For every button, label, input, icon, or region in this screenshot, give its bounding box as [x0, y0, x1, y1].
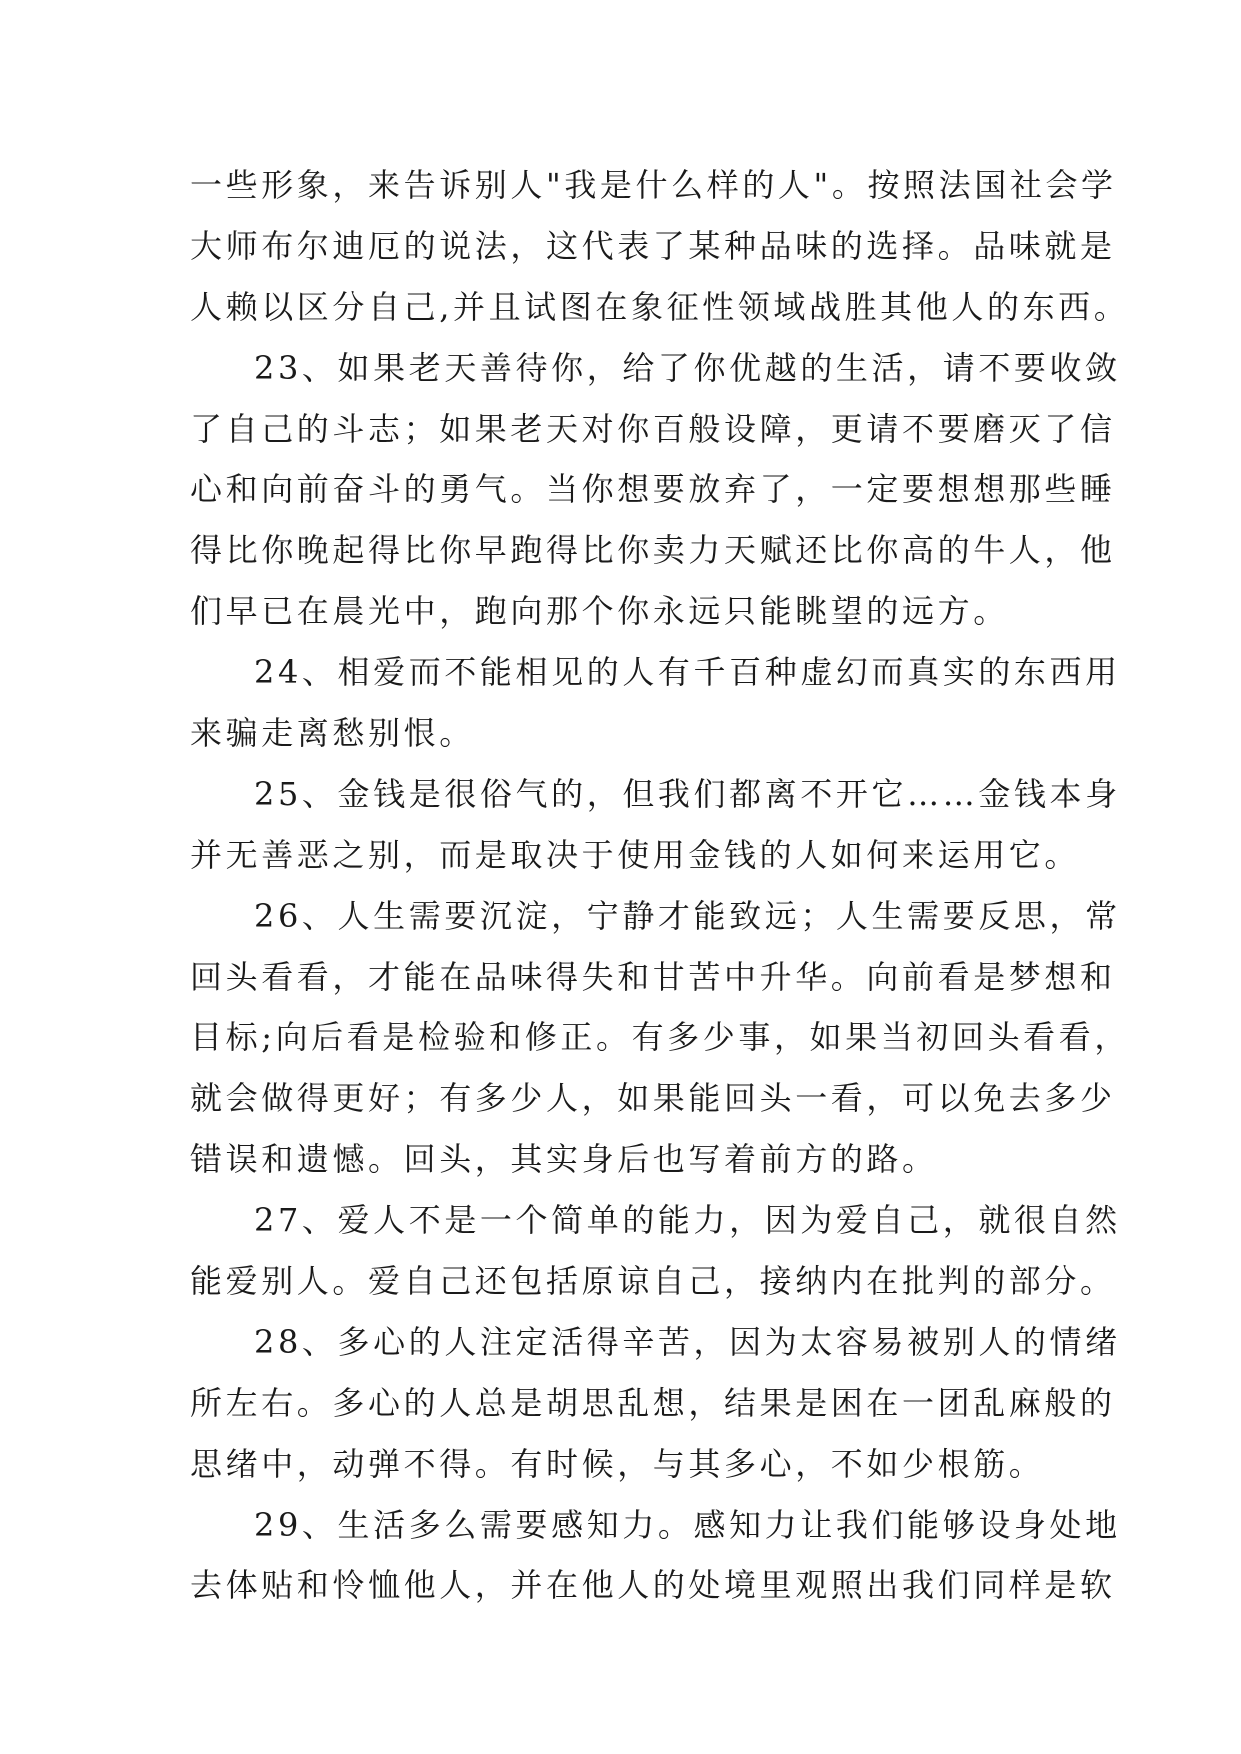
text-line: 一些形象，来告诉别人"我是什么样的人"。按照法国社会学 [190, 166, 1117, 204]
text-line: 23、如果老天善待你，给了你优越的生活，请不要收敛 [254, 348, 1121, 387]
text-line: 回头看看，才能在品味得失和甘苦中升华。向前看是梦想和 [190, 957, 1116, 996]
text-line: 并无善恶之别，而是取决于使用金钱的人如何来运用它。 [190, 835, 1081, 874]
text-line: 人赖以区分自己,并且试图在象征性领域战胜其他人的东西。 [190, 287, 1130, 326]
text-line: 大师布尔迪厄的说法，这代表了某种品味的选择。品味就是 [190, 226, 1116, 265]
text-line: 27、爱人不是一个简单的能力，因为爱自己，就很自然 [254, 1201, 1121, 1240]
text-line: 25、金钱是很俗气的，但我们都离不开它……金钱本身 [254, 774, 1121, 813]
text-line: 错误和遗憾。回头，其实身后也写着前方的路。 [190, 1140, 938, 1179]
text-line: 所左右。多心的人总是胡思乱想，结果是困在一团乱麻般的 [190, 1383, 1116, 1422]
text-line: 去体贴和怜恤他人，并在他人的处境里观照出我们同样是软 [190, 1566, 1116, 1605]
text-line: 29、生活多么需要感知力。感知力让我们能够设身处地 [254, 1505, 1121, 1544]
text-line: 思绪中，动弹不得。有时候，与其多心，不如少根筋。 [190, 1444, 1045, 1483]
text-line: 就会做得更好；有多少人，如果能回头一看，可以免去多少 [190, 1079, 1116, 1118]
text-line: 能爱别人。爱自己还包括原谅自己，接纳内在批判的部分。 [190, 1262, 1116, 1301]
text-line: 目标;向后看是检验和修正。有多少事，如果当初回头看看， [190, 1018, 1130, 1057]
text-line: 26、人生需要沉淀，宁静才能致远；人生需要反思，常 [254, 896, 1121, 935]
text-line: 们早已在晨光中，跑向那个你永远只能眺望的远方。 [190, 592, 1009, 631]
text-line: 了自己的斗志；如果老天对你百般设障，更请不要磨灭了信 [190, 409, 1116, 448]
text-line: 心和向前奋斗的勇气。当你想要放弃了，一定要想想那些睡 [190, 470, 1116, 509]
body-text [190, 155, 1130, 1616]
text-line: 来骗走离愁别恨。 [190, 714, 475, 753]
text-line: 24、相爱而不能相见的人有千百种虚幻而真实的东西用 [254, 653, 1121, 692]
text-line: 28、多心的人注定活得辛苦，因为太容易被别人的情绪 [254, 1322, 1121, 1361]
text-line: 得比你晚起得比你早跑得比你卖力天赋还比你高的牛人，他 [190, 531, 1116, 570]
